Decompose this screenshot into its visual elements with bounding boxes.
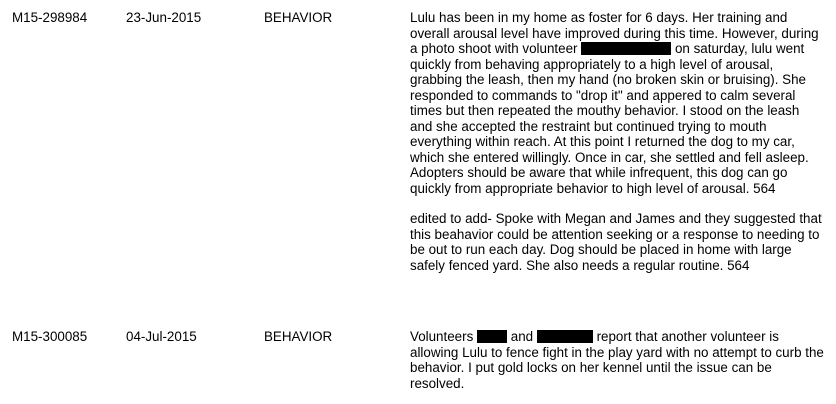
note-paragraph xyxy=(410,329,824,391)
redaction-bar xyxy=(477,330,507,343)
record-id: M15-300085 xyxy=(12,329,88,344)
record-notes xyxy=(410,10,824,273)
note-text: report that another volunteer is allowing Lulu to fence fight in the play yard with no attempt to curb the behavior. I put gold locks on her kennel until the issue can be resolved. xyxy=(410,329,824,391)
record-id: M15-298984 xyxy=(12,10,88,25)
note-text: Lulu has been in my home as foster for 6 days. Her training and overall arousal level have improved during this time. However, during a photo shoot with volunteer xyxy=(410,10,819,56)
record-notes xyxy=(410,329,824,391)
note-paragraph xyxy=(410,10,824,196)
note-paragraph: edited to add- Spoke with Megan and James and they suggested that this beahavior could be attention seeking or a response to needing to be out to run each day. Dog should be placed in home with large safely fenced yard. She also needs a regular routine. 564 xyxy=(410,211,822,273)
note-text: Volunteers xyxy=(410,329,474,344)
redaction-bar xyxy=(537,330,593,343)
record-date: 04-Jul-2015 xyxy=(126,329,197,344)
record-type: BEHAVIOR xyxy=(264,329,333,344)
note-text: on saturday, lulu went quickly from behaving appropriately to a high level of arousal, grabbing the leash, then my hand (no broken skin or bruising). She responded to commands to "drop it" and appered to calm several times but then repeated the mouthy behavior. I stood on the leash and she accepted the restraint but continued trying to mouth everything within reach. At this point I returned the dog to my car, which she entered willingly. Once in car, she settled and fell asleep. Adopters should be aware that while infrequent, this dog can go quickly from appropriate behavior to high level of arousal. 564 xyxy=(410,41,809,196)
note-text: and xyxy=(510,329,534,344)
redaction-bar xyxy=(581,42,671,55)
record-type: BEHAVIOR xyxy=(264,10,333,25)
record-date: 23-Jun-2015 xyxy=(126,10,202,25)
